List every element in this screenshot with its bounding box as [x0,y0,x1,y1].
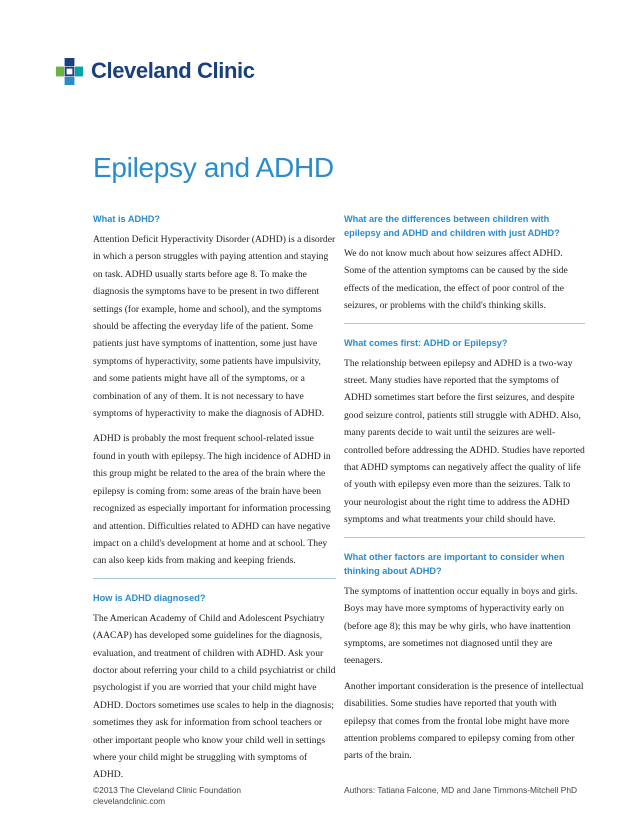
footer-authors: Authors: Tatiana Falcone, MD and Jane Timmons-Mitchell PhD [344,785,578,795]
copyright-text: ©2013 The Cleveland Clinic Foundation [93,785,242,795]
right-column [344,212,585,773]
paragraph: The American Academy of Child and Adolescent Psychiatry (AACAP) has developed some guidelines for the diagnosis, evaluation, and treatment of children with ADHD. Ask your doctor about referring your child to a child psychiatrist or child psychologist if you are worried that your child might have ADHD. Doctors sometimes use scales to help in the diagnosis; sometimes they ask for information from school teachers or other important people who know your child well in settings where your child might be struggling with symptoms of ADHD. [93,612,336,781]
section-differences [344,212,585,315]
section-divider [93,578,336,579]
section-how-diagnosed [93,591,336,784]
cleveland-clinic-logo [56,58,255,84]
section-heading: How is ADHD diagnosed? [93,592,206,603]
footer-left [93,785,241,807]
section-heading: What is ADHD? [93,214,161,224]
paragraph: Another important consideration is the presence of intellectual disabilities. Some studies have reported that youth with epilepsy that comes from the frontal lobe might have more attention problems compared to epilepsy coming from other parts of the brain. [344,680,584,762]
section-heading: What are the differences between children with epilepsy and ADHD and children with just ADHD? [344,214,560,238]
section-heading: What other factors are important to consider when thinking about ADHD? [344,551,565,576]
section-divider [344,323,585,324]
paragraph: ADHD is probably the most frequent school-related issue found in youth with epilepsy. The high incidence of ADHD in this group might be related to the area of the brain where the epilepsy is coming from: some areas of the brain have been recognized as especially important for information processing and attention. Difficulties related to ADHD can have negative impact on a child's development at home and at school. They can also keep kids from making and keeping friends. [93,433,331,567]
cleveland-clinic-cross-icon [56,58,83,85]
page-title: Epilepsy and ADHD [93,152,334,183]
section-other-factors [344,550,585,765]
logo-wordmark: Cleveland Clinic [91,58,255,83]
section-divider [344,537,585,538]
paragraph: Attention Deficit Hyperactivity Disorder (ADHD) is a disorder in which a person struggles with paying attention and staying on task. ADHD usually starts before age 8. To make the diagnosis the symptoms have to be present in two different settings (for example, home and school), and the symptoms should be affecting the everyday life of the patient. Some patients just have symptoms of inattention, some just have symptoms of hyperactivity, some patients have impulsivity, and some patients might have all of the symptoms, or a combination of any of them. It is not necessary to have symptoms of hyperactivity to make the diagnosis of ADHD. [93,234,336,420]
website-link[interactable]: clevelandclinic.com [93,796,166,806]
paragraph: The relationship between epilepsy and ADHD is a two-way street. Many studies have reported that the symptoms of ADHD sometimes start before the first seizures, and despite good seizure control, patients still struggle with ADHD. Also, many parents decide to wait until the seizures are well-controlled before addressing the ADHD. Studies have reported that ADHD symptoms can negatively affect the quality of life of youth with epilepsy even more than the seizures. Talk to your neurologist about the right time to address the ADHD symptoms and what treatments your child should have. [344,357,585,526]
paragraph: The symptoms of inattention occur equally in boys and girls. Boys may have more symptoms of hyperactivity early on (before age 8); this may be why girls, who have inattention symptoms, are sometimes not diagnosed until they are teenagers. [344,585,578,667]
paragraph: We do not know much about how seizures affect ADHD. Some of the attention symptoms can be caused by the side effects of the medication, the effect of poor control of the seizures, or problems with the child's thinking skills. [344,248,568,312]
left-column [93,212,336,792]
section-what-comes-first [344,336,585,529]
section-heading: What comes first: ADHD or Epilepsy? [344,337,508,348]
section-what-is-adhd [93,212,336,570]
